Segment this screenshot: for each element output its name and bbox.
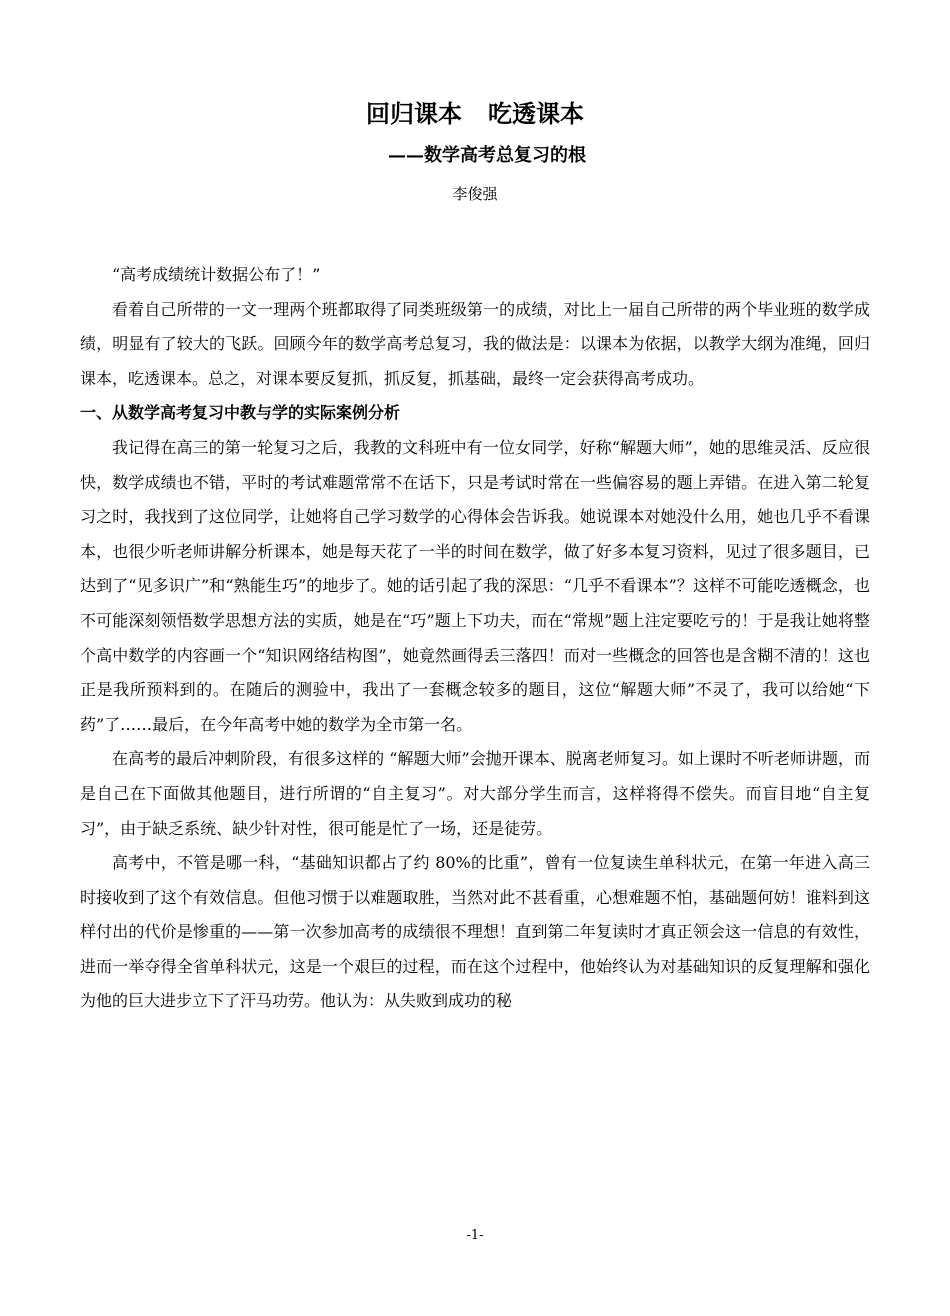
title-part-1: 回归课本: [366, 99, 462, 128]
page-number: -1-: [466, 1228, 484, 1243]
section-heading-1: 一、从数学高考复习中教与学的实际案例分析: [80, 403, 401, 423]
document-title: [0, 96, 950, 132]
title-part-2: 吃透课本: [488, 99, 584, 128]
paragraph-case-2: 在高考的最后冲刺阶段，有很多这样的 “解题大师”会抛开课本、脱离老师复习。如上课时不听老师讲题，而是自己在下面做其他题目，进行所谓的“自主复习”。对大部分学生而言，这样将得不偿失。而盲目地“自主复习”，由于缺乏系统、缺少针对性，很可能是忙了一场，还是徒劳。: [80, 749, 870, 838]
paragraph-announcement: “高考成绩统计数据公布了！”: [112, 265, 321, 284]
document-body: [80, 258, 870, 1019]
paragraph-case-1: 我记得在高三的第一轮复习之后，我教的文科班中有一位女同学，好称“解题大师”，她的思维灵活、反应很快，数学成绩也不错，平时的考试难题常常不在话下，只是考试时常在一些偏容易的题上弄错。在进入第二轮复习之时，我找到了这位同学，让她将自己学习数学的心得体会告诉我。她说课本对她没什么用，她也几乎不看课本，也很少听老师讲解分析课本，她是每天花了一半的时间在数学，做了好多本复习资料，见过了很多题目，已达到了“见多识广”和“熟能生巧”的地步了。她的话引起了我的深思：“几乎不看课本”？这样不可能吃透概念，也不可能深刻领悟数学思想方法的实质，她是在“巧”题上下功夫，而在“常规”题上注定要吃亏的！于是我让她将整个高中数学的内容画一个“知识网络结构图”，她竟然画得丢三落四！而对一些概念的回答也是含糊不清的！这也正是我所预料到的。在随后的测验中，我出了一套概念较多的题目，这位“解题大师”不灵了，我可以给她“下药”了……最后，在今年高考中她的数学为全市第一名。: [80, 437, 870, 734]
document-subtitle: ——数学高考总复习的根: [388, 145, 586, 166]
paragraph-case-3: 高考中，不管是哪一科，“基础知识都占了约 80%的比重”，曾有一位复读生单科状元，在第一年进入高三时接收到了这个有效信息。但他习惯于以难题取胜，当然对此不甚看重，心想难题不怕，基础题何妨！谁料到这样付出的代价是惨重的——第一次参加高考的成绩很不理想！直到第二年复读时才真正领会这一信息的有效性，进而一举夺得全省单科状元，这是一个艰巨的过程，而在这个过程中，他始终认为对基础知识的反复理解和强化为他的巨大进步立下了汗马功劳。他认为：从失败到成功的秘: [80, 853, 870, 1011]
document-author: 李俊强: [452, 185, 498, 203]
paragraph-intro: 看着自己所带的一文一理两个班都取得了同类班级第一的成绩，对比上一届自己所带的两个毕业班的数学成绩，明显有了较大的飞跃。回顾今年的数学高考总复习，我的做法是：以课本为依据，以教学大纲为准绳，回归课本，吃透课本。总之，对课本要反复抓，抓反复，抓基础，最终一定会获得高考成功。: [80, 299, 870, 388]
